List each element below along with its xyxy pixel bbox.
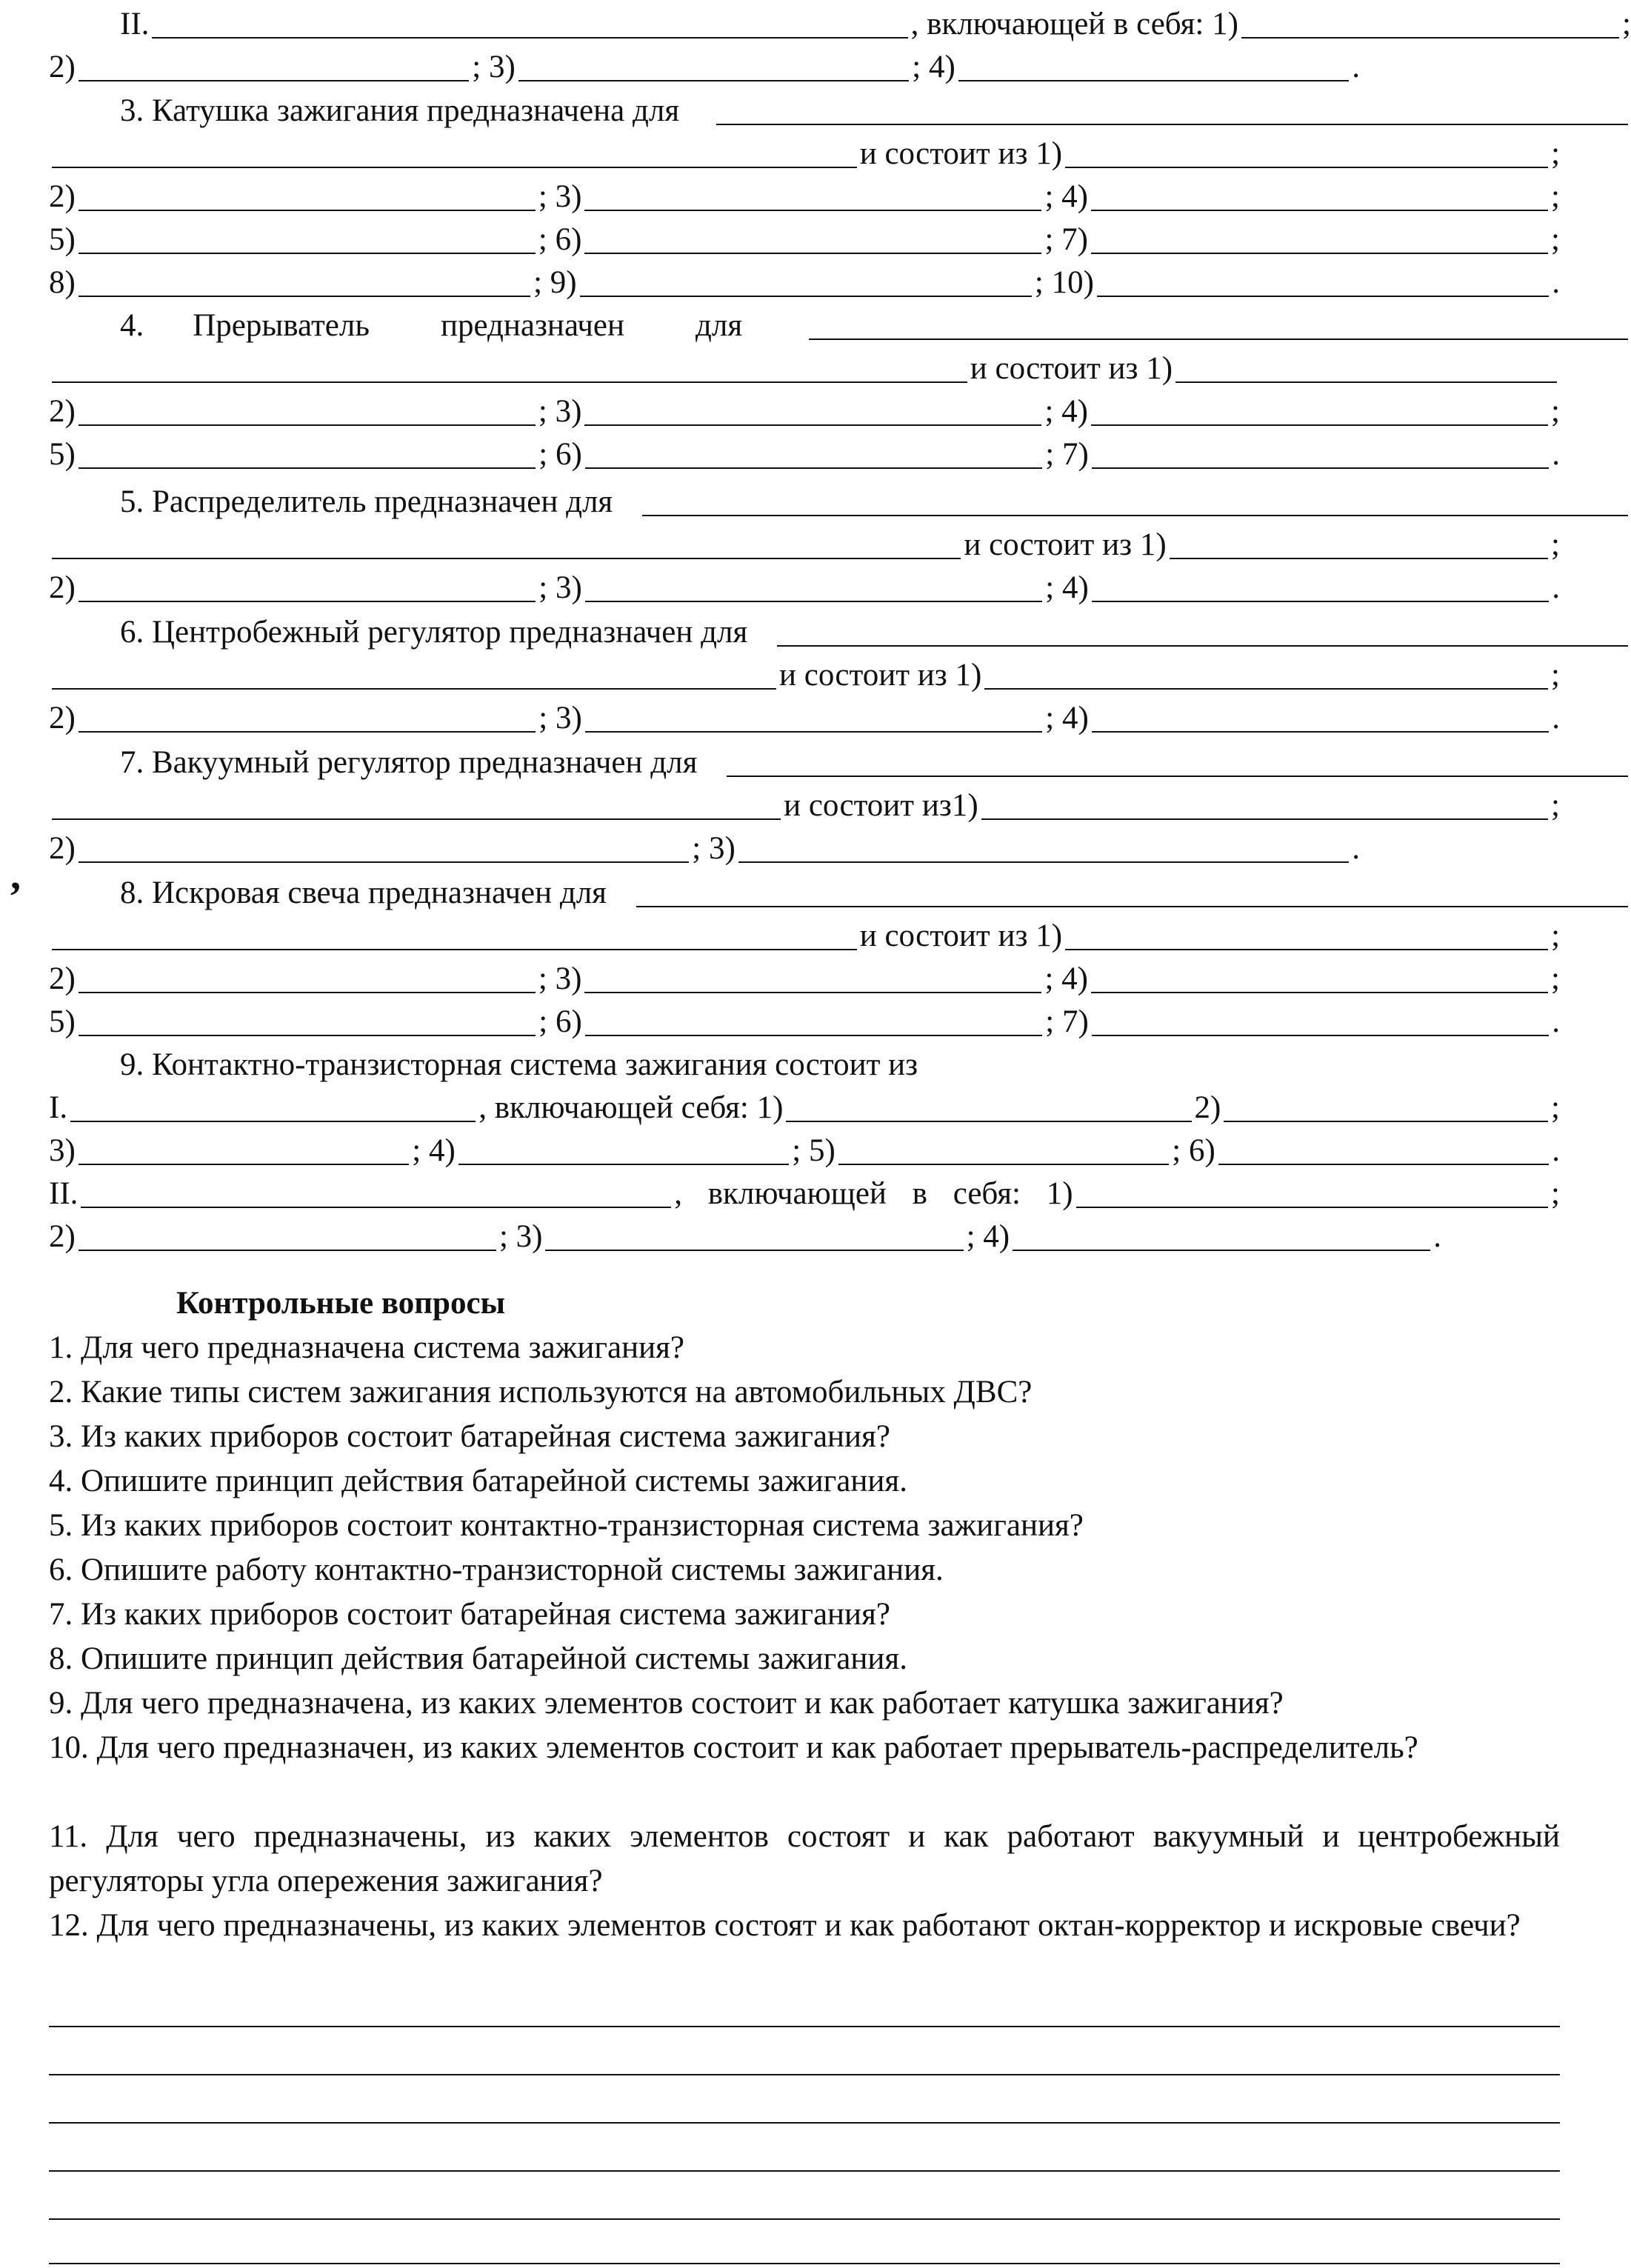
- blank[interactable]: [518, 50, 909, 81]
- item-num: ; 6): [538, 437, 582, 472]
- sec8-row1: [49, 912, 1560, 955]
- item-num: ; 3): [538, 179, 582, 214]
- blank[interactable]: [79, 962, 536, 993]
- answer-line[interactable]: [49, 2074, 1560, 2075]
- blank[interactable]: [52, 658, 776, 690]
- blank[interactable]: [79, 180, 536, 211]
- blank[interactable]: [584, 395, 1041, 426]
- item-num: 5): [49, 437, 76, 472]
- item-num: ; 6): [538, 1004, 582, 1039]
- item-num: ; 3): [538, 701, 582, 736]
- sec7-title: 7. Вакуумный регулятор предназначен для: [120, 745, 698, 780]
- blank[interactable]: [52, 528, 961, 559]
- sec8-row2: [49, 955, 1560, 998]
- blank[interactable]: [81, 1177, 671, 1208]
- sec4-row3: [49, 430, 1560, 473]
- item-num: ; 4): [912, 50, 955, 84]
- sec2-text: , включающей в себя: 1): [910, 7, 1238, 41]
- blank[interactable]: [1065, 919, 1548, 950]
- blank[interactable]: [79, 1005, 536, 1036]
- sec9-row3: [49, 1170, 1560, 1213]
- blank[interactable]: [981, 789, 1548, 820]
- sec7-row1: [49, 781, 1560, 824]
- punct: ;: [1551, 222, 1560, 257]
- item-num: II.: [49, 1176, 79, 1211]
- sec5-row2: [49, 564, 1560, 607]
- sec6-row2: [49, 694, 1560, 737]
- sec3-row2: [49, 173, 1560, 216]
- sec5-title: 5. Распределитель предназначен для: [120, 484, 613, 519]
- blank[interactable]: [79, 50, 469, 81]
- question-item: 4. Опишите принцип действия батарейной системы зажигания.: [49, 1464, 907, 1498]
- sec4-word: для: [696, 308, 743, 343]
- sec3-row4: [49, 259, 1560, 301]
- punct: ;: [1551, 658, 1560, 693]
- question-item: 2. Какие типы систем зажигания используются на автомобильных ДВС?: [49, 1375, 1033, 1410]
- answer-line[interactable]: [49, 2170, 1560, 2172]
- punct: .: [1552, 570, 1560, 605]
- item-num: 2): [49, 1219, 76, 1254]
- punct: ;: [1551, 918, 1561, 953]
- blank[interactable]: [1218, 1134, 1549, 1165]
- punct: .: [1552, 1133, 1560, 1168]
- item-num: 2): [49, 961, 76, 996]
- punct: ;: [1551, 788, 1560, 823]
- item-num: 5): [49, 222, 76, 257]
- item-num: ; 5): [792, 1133, 835, 1168]
- sec5-title-row: [49, 478, 1631, 521]
- question-item: 9. Для чего предназначена, из каких элементов состоит и как работает катушка зажигания?: [49, 1686, 1284, 1721]
- blank[interactable]: [1224, 1091, 1548, 1122]
- blank[interactable]: [838, 1134, 1169, 1165]
- item-num: ; 6): [1172, 1133, 1215, 1168]
- sec8-consists: и состоит из 1): [859, 918, 1063, 953]
- sec3-title-row: [49, 87, 1631, 130]
- item-num: ; 3): [538, 570, 582, 605]
- blank[interactable]: [584, 180, 1041, 211]
- item-num: ; 3): [498, 1219, 543, 1254]
- item-num: ; 4): [1044, 394, 1088, 429]
- item-num: ; 3): [538, 961, 582, 996]
- sec8-row3: [49, 998, 1560, 1041]
- sec9-row1: [49, 1084, 1560, 1127]
- sec5-row1: [49, 521, 1560, 564]
- blank[interactable]: [1175, 352, 1557, 383]
- sec9-title-row: [49, 1041, 1631, 1084]
- blank[interactable]: [727, 746, 1628, 777]
- item-num: ; 7): [1045, 1004, 1089, 1039]
- item-num: ; 7): [1044, 222, 1088, 257]
- item-num: 2): [49, 179, 76, 214]
- question-item: 1. Для чего предназначена система зажигания?: [49, 1330, 684, 1365]
- punct: .: [1433, 1219, 1442, 1254]
- item-num: ; 4): [412, 1133, 456, 1168]
- blank[interactable]: [786, 1091, 1191, 1122]
- blank[interactable]: [1013, 1220, 1430, 1251]
- blank[interactable]: [1092, 701, 1549, 733]
- sec4-word: предназначен: [440, 308, 625, 343]
- blank[interactable]: [79, 701, 536, 733]
- blank[interactable]: [958, 50, 1349, 81]
- sec9-text: , включающей себя: 1): [478, 1090, 784, 1125]
- sec2-row2: [49, 43, 1360, 86]
- blank[interactable]: [52, 352, 967, 383]
- blank[interactable]: [642, 485, 1628, 516]
- blank[interactable]: [545, 1220, 963, 1251]
- blank[interactable]: [1091, 223, 1548, 254]
- punct: .: [1552, 1004, 1560, 1039]
- blank[interactable]: [52, 919, 857, 950]
- blank[interactable]: [585, 571, 1042, 602]
- punct: ;: [1551, 394, 1560, 429]
- blank[interactable]: [52, 789, 781, 820]
- punct: .: [1352, 50, 1360, 84]
- question-item: 5. Из каких приборов состоит контактно-транзисторная система зажигания?: [49, 1508, 1084, 1543]
- punct: .: [1552, 437, 1560, 472]
- item-num: ; 4): [1045, 570, 1089, 605]
- blank[interactable]: [1092, 1005, 1549, 1036]
- blank[interactable]: [79, 395, 536, 426]
- blank[interactable]: [1091, 962, 1548, 993]
- blank[interactable]: [1065, 137, 1548, 168]
- sec3-title: 3. Катушка зажигания предназначена для: [120, 93, 680, 128]
- item-num: ; 9): [533, 265, 577, 300]
- blank[interactable]: [79, 266, 530, 297]
- blank[interactable]: [1097, 266, 1549, 297]
- sec9-text: , включающей в себя: 1): [674, 1176, 1073, 1211]
- question-item: 3. Из каких приборов состоит батарейная система зажигания?: [49, 1419, 890, 1454]
- blank[interactable]: [1091, 395, 1548, 426]
- punct: ;: [1551, 1090, 1560, 1125]
- blank[interactable]: [584, 223, 1041, 254]
- sec6-row1: [49, 651, 1560, 694]
- blank[interactable]: [585, 438, 1042, 469]
- sec7-title-row: [49, 738, 1631, 781]
- item-num: ; 4): [1045, 701, 1089, 736]
- blank[interactable]: [809, 309, 1628, 340]
- blank[interactable]: [1241, 7, 1619, 39]
- item-num: 2): [49, 701, 76, 736]
- sec4-num: 4.: [120, 308, 144, 343]
- item-num: ; 3): [472, 50, 516, 84]
- question-item: 12. Для чего предназначены, из каких элементов состоят и как работают октан-корректор и искровые свечи?: [49, 1908, 1521, 1943]
- blank[interactable]: [984, 658, 1548, 690]
- blank[interactable]: [458, 1134, 789, 1165]
- punct: ;: [1551, 179, 1560, 214]
- answer-line[interactable]: [49, 2026, 1560, 2027]
- punct: ;: [1551, 136, 1561, 171]
- sec2-row1: [49, 0, 1631, 43]
- question-item: 10. Для чего предназначен, из каких элементов состоит и как работает прерыватель-распределитель?: [49, 1730, 1418, 1765]
- blank[interactable]: [79, 832, 689, 863]
- item-num: ; 4): [966, 1219, 1010, 1254]
- punct: .: [1552, 265, 1560, 300]
- blank[interactable]: [636, 876, 1628, 907]
- answer-line[interactable]: [49, 2122, 1560, 2124]
- blank[interactable]: [1092, 571, 1549, 602]
- blank[interactable]: [79, 1220, 496, 1251]
- punct: ;: [1551, 1176, 1560, 1211]
- item-num: ; 3): [692, 831, 736, 866]
- blank[interactable]: [1076, 1177, 1549, 1208]
- sec9-row2: [49, 1127, 1560, 1170]
- blank[interactable]: [79, 223, 536, 254]
- punct: .: [1552, 701, 1560, 736]
- sec7-row2: [49, 824, 1360, 867]
- sec8-title-row: [49, 869, 1631, 912]
- sec4-title-row: [49, 301, 1631, 344]
- question-item: 7. Из каких приборов состоит батарейная система зажигания?: [49, 1597, 890, 1632]
- blank[interactable]: [1091, 180, 1548, 211]
- answer-line[interactable]: [49, 2218, 1560, 2220]
- item-num: 2): [49, 831, 76, 866]
- item-num: ; 3): [538, 394, 582, 429]
- sec7-consists: и состоит из1): [784, 788, 978, 823]
- sec4-word: Прерыватель: [193, 308, 370, 343]
- blank[interactable]: [1092, 438, 1549, 469]
- margin-mark: ,: [10, 853, 21, 898]
- item-num: ; 4): [1044, 961, 1088, 996]
- sec9-title: 9. Контактно-транзисторная система зажигания состоит из: [120, 1047, 918, 1082]
- punct: .: [1352, 831, 1361, 866]
- blank[interactable]: [79, 571, 536, 602]
- questions-heading: Контрольные вопросы: [176, 1286, 506, 1321]
- item-num: ; 7): [1045, 437, 1089, 472]
- item-num: 2): [49, 570, 76, 605]
- sec3-row1: [49, 130, 1560, 173]
- sec2-label: II.: [120, 7, 150, 41]
- blank[interactable]: [52, 137, 857, 168]
- item-num: 2): [49, 394, 76, 429]
- sec4-row2: [49, 387, 1560, 430]
- blank[interactable]: [716, 94, 1628, 125]
- item-num: I.: [49, 1090, 68, 1125]
- blank[interactable]: [584, 962, 1041, 993]
- item-num: 2): [1194, 1090, 1221, 1125]
- blank[interactable]: [580, 266, 1032, 297]
- question-item: 11. Для чего предназначены, из каких элементов состоят и как работают вакуумный и центробежный регуляторы угла опережения зажигания?: [49, 1819, 1560, 1898]
- sec8-title: 8. Искровая свеча предназначен для: [120, 875, 607, 910]
- blank[interactable]: [70, 1091, 476, 1122]
- sec4-row1: [49, 344, 1560, 387]
- sec5-consists: и состоит из 1): [964, 527, 1167, 562]
- sec6-consists: и состоит из 1): [779, 658, 982, 693]
- blank[interactable]: [777, 616, 1628, 647]
- item-num: 8): [49, 265, 76, 300]
- sec6-title-row: [49, 608, 1631, 651]
- sec3-consists: и состоит из 1): [859, 136, 1063, 171]
- blank[interactable]: [585, 701, 1042, 733]
- punct: ;: [1551, 527, 1560, 562]
- sec9-row4: [49, 1213, 1441, 1255]
- blank[interactable]: [585, 1005, 1042, 1036]
- item-num: ; 4): [1044, 179, 1088, 214]
- blank[interactable]: [1170, 528, 1548, 559]
- sec6-title: 6. Центробежный регулятор предназначен для: [120, 615, 748, 650]
- blank[interactable]: [738, 832, 1349, 863]
- item-num: 2): [49, 50, 76, 84]
- item-num: 3): [49, 1133, 76, 1168]
- blank[interactable]: [79, 438, 536, 469]
- item-num: ; 10): [1034, 265, 1094, 300]
- blank[interactable]: [79, 1134, 409, 1165]
- question-item: 8. Опишите принцип действия батарейной системы зажигания.: [49, 1641, 907, 1676]
- blank[interactable]: [152, 7, 907, 39]
- question-item: 6. Опишите работу контактно-транзисторной системы зажигания.: [49, 1552, 944, 1587]
- punct: ;: [1622, 7, 1631, 41]
- sec4-consists: и состоит из 1): [970, 351, 1173, 386]
- sec3-row3: [49, 216, 1560, 259]
- item-num: ; 6): [538, 222, 582, 257]
- item-num: 5): [49, 1004, 76, 1039]
- answer-line[interactable]: [49, 2263, 1560, 2264]
- punct: ;: [1551, 961, 1560, 996]
